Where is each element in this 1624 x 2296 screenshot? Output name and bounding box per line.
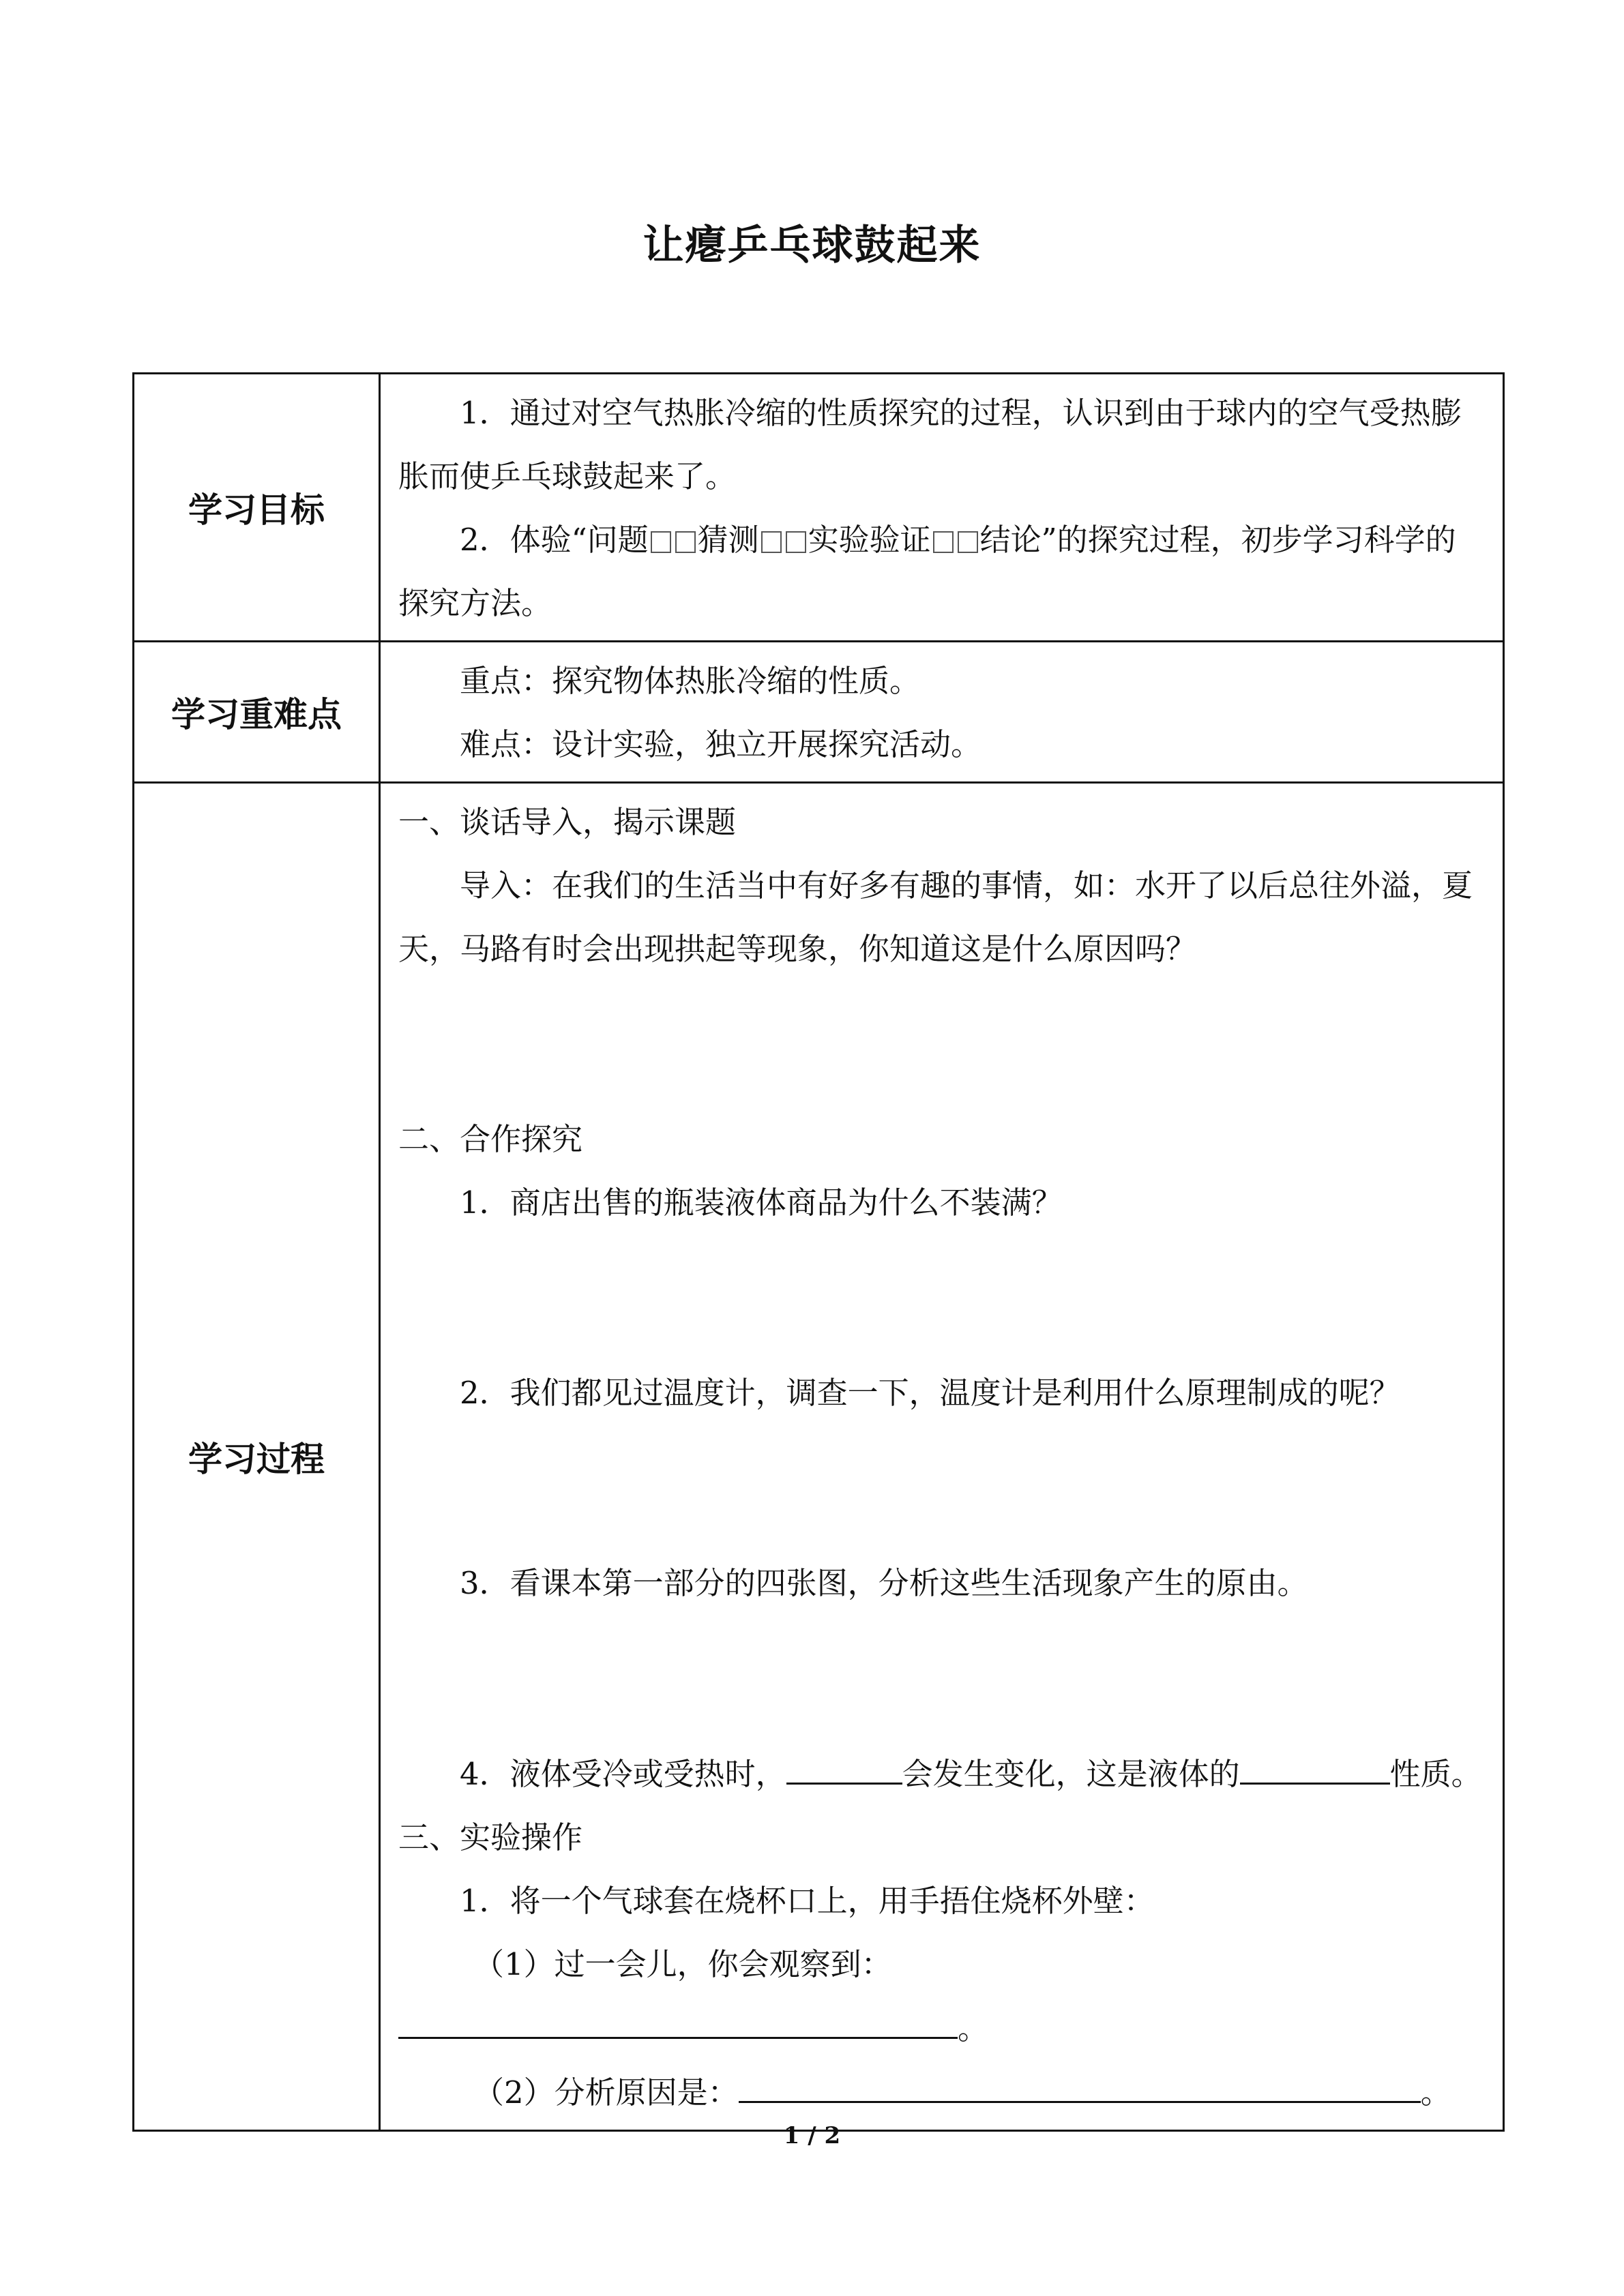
goal-item-2-part-b: 猜测 [697,522,759,558]
fill-blank-1[interactable] [786,1742,902,1785]
period: 。 [958,2010,989,2046]
missing-glyph-box [786,531,806,553]
goal-item-2-part-c: 实验验证 [808,522,931,558]
experiment-1-reason-label: （2）分析原因是： [473,2074,739,2111]
goal-item-2-part-d: 结论”的探究过程，初步学习科学的探究方法。 [398,522,1456,621]
section1-intro: 导入：在我们的生活当中有好多有趣的事情，如：水开了以后总往外溢，夏天，马路有时会出现拱起等现象，你知道这是什么原因吗？ [398,867,1473,967]
document-title: 让瘪乒乓球鼓起来 [643,222,981,269]
fill-blank-2[interactable] [1240,1742,1390,1785]
key-point-focus: 重点：探究物体热胀冷缩的性质。 [460,663,921,699]
answer-space [398,981,1485,1107]
answer-space [398,1425,1485,1551]
missing-glyph-box [675,531,696,553]
section2-heading: 二、合作探究 [398,1121,583,1157]
goal-item-2 [398,508,1485,635]
question-4-part-c: 性质。 [1389,1756,1482,1792]
question-4 [398,1742,1485,1806]
lesson-plan-table [132,372,1505,2132]
missing-glyph-box [761,531,782,553]
question-1: 1．商店出售的瓶装液体商品为什么不装满？ [460,1184,1063,1221]
key-points-content [380,642,1504,783]
experiment-1-reason [398,2060,1485,2124]
section3-heading: 三、实验操作 [398,1819,583,1855]
question-3: 3．看课本第一部分的四张图，分析这些生活现象产生的原由。 [460,1565,1308,1601]
fill-blank-4[interactable] [739,2060,1421,2103]
experiment-1-observation: （1）过一会儿，你会观察到： [473,1946,892,1982]
process-content [380,783,1504,2131]
period: 。 [1420,2074,1451,2111]
row-label-key-points: 学习重难点 [134,642,380,783]
key-point-difficulty: 难点：设计实验，独立开展探究活动。 [460,726,982,762]
goal-item-2-part-a: 2．体验“问题 [460,522,649,558]
goal-item-1: 1．通过对空气热胀冷缩的性质探究的过程，认识到由于球内的空气受热膨胀而使乒乓球鼓起来了。 [398,395,1462,494]
missing-glyph-box [958,531,978,553]
question-4-part-b: 会发生变化，这是液体的 [902,1756,1240,1792]
observation-answer-line [398,1996,1485,2060]
row-label-goals: 学习目标 [134,374,380,642]
answer-space [398,1615,1485,1742]
row-label-process: 学习过程 [134,783,380,2131]
experiment-1: 1．将一个气球套在烧杯口上，用手捂住烧杯外壁： [460,1883,1155,1919]
section1-heading: 一、谈话导入，揭示课题 [398,804,737,840]
table-row-process [134,783,1504,2131]
answer-space [398,1234,1485,1361]
fill-blank-3[interactable] [398,1996,958,2039]
question-2: 2．我们都见过温度计，调查一下，温度计是利用什么原理制成的呢？ [460,1375,1400,1411]
table-row-key-points [134,642,1504,783]
table-row-goals [134,374,1504,642]
missing-glyph-box [933,531,954,553]
page-number: 1 / 2 [783,2122,841,2149]
goals-content [380,374,1504,642]
missing-glyph-box [651,531,671,553]
question-4-part-a: 4．液体受冷或受热时， [460,1756,786,1792]
